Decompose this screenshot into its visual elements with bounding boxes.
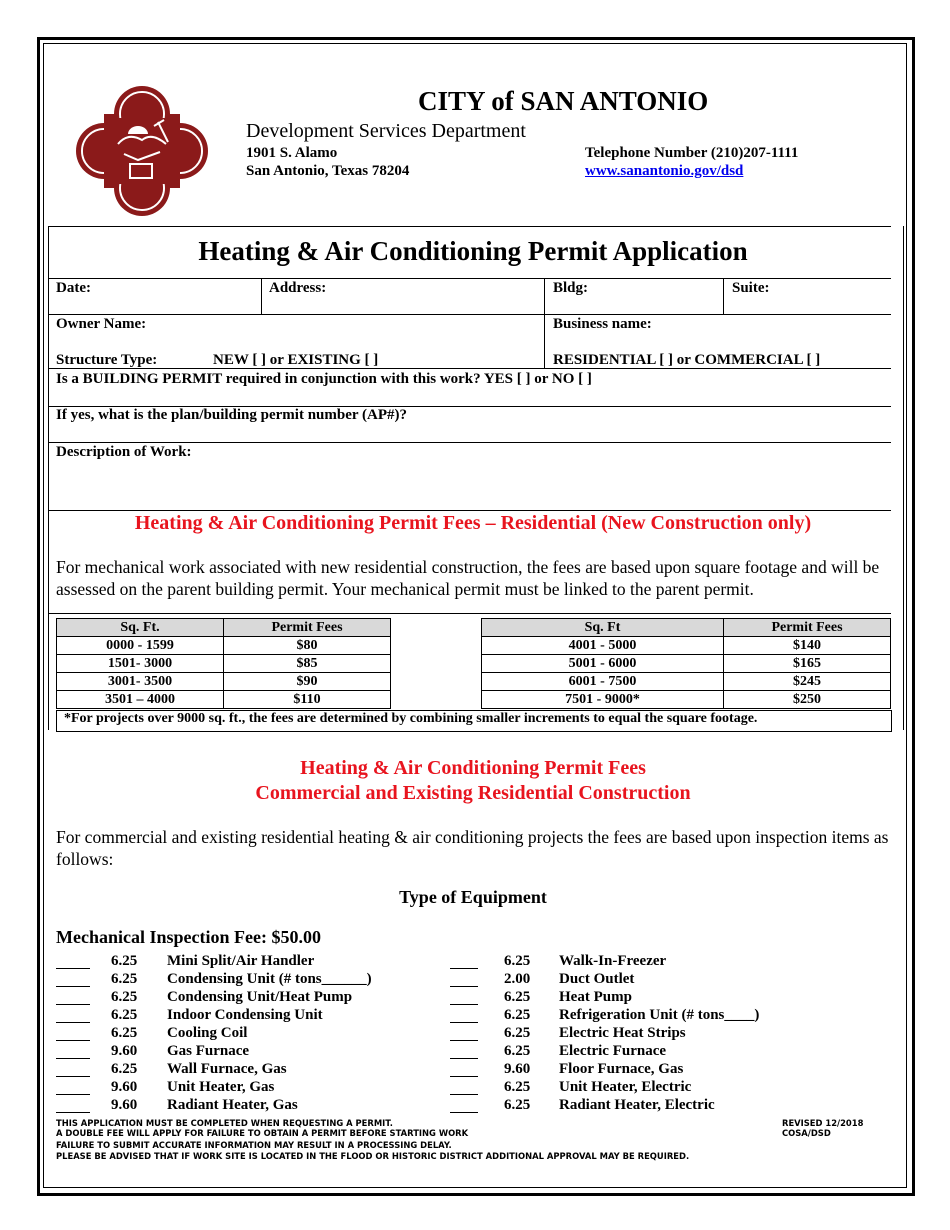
equipment-name: Electric Heat Strips (559, 1025, 686, 1041)
equipment-fee: 6.25 (111, 1061, 138, 1077)
owner-name-input[interactable] (56, 332, 540, 348)
equipment-name: Floor Furnace, Gas (559, 1061, 684, 1077)
date-label: Date: (56, 280, 91, 296)
row-rule (48, 442, 891, 443)
fee-cell: $250 (724, 691, 891, 709)
table-header: Sq. Ft. (57, 619, 224, 637)
suite-label: Suite: (732, 280, 770, 296)
fee-cell: $110 (224, 691, 391, 709)
table-row (57, 655, 391, 673)
org-code: COSA/DSD (782, 1128, 831, 1138)
fee-cell: $80 (224, 637, 391, 655)
table-row (57, 691, 391, 709)
department-name: Development Services Department (246, 120, 526, 142)
equipment-quantity-blank[interactable] (56, 1025, 90, 1041)
equipment-quantity-blank[interactable] (450, 1025, 478, 1041)
col-rule (723, 278, 724, 314)
phone-number: Telephone Number (210)207-1111 (585, 145, 799, 161)
date-input[interactable] (100, 296, 259, 312)
equipment-fee: 6.25 (111, 971, 138, 987)
equipment-quantity-blank[interactable] (56, 953, 90, 969)
website-link[interactable]: www.sanantonio.gov/dsd (585, 163, 744, 179)
sqft-cell: 3001- 3500 (57, 673, 224, 691)
equipment-fee: 6.25 (111, 1025, 138, 1041)
equipment-name: Unit Heater, Gas (167, 1079, 275, 1095)
equipment-name: Wall Furnace, Gas (167, 1061, 287, 1077)
equipment-name: Indoor Condensing Unit (167, 1007, 323, 1023)
footer-notice-1: THIS APPLICATION MUST BE COMPLETED WHEN REQUESTING A PERMIT. (56, 1118, 393, 1128)
equipment-quantity-blank[interactable] (56, 1061, 90, 1077)
equipment-fee: 9.60 (111, 1097, 138, 1113)
equipment-name: Walk-In-Freezer (559, 953, 667, 969)
equipment-name: Condensing Unit (# tons______) (167, 971, 372, 987)
equipment-fee: 6.25 (504, 1079, 531, 1095)
sqft-cell: 3501 – 4000 (57, 691, 224, 709)
commercial-fees-heading-2: Commercial and Existing Residential Construction (255, 782, 691, 804)
residential-fees-paragraph: For mechanical work associated with new residential construction, the fees are based upon square footage and will be assessed on the parent building permit. Your mechanical permit must be linked to the parent permit. (56, 557, 880, 599)
bldg-label: Bldg: (553, 280, 589, 296)
fee-cell: $140 (724, 637, 891, 655)
equipment-quantity-blank[interactable] (56, 1097, 90, 1113)
equipment-quantity-blank[interactable] (450, 1007, 478, 1023)
description-label: Description of Work: (56, 444, 192, 460)
equipment-fee: 6.25 (504, 1043, 531, 1059)
equipment-quantity-blank[interactable] (56, 1079, 90, 1095)
table-row (482, 637, 891, 655)
col-rule (261, 278, 262, 314)
form-left-rule (48, 226, 49, 730)
fee-cell: $85 (224, 655, 391, 673)
equipment-quantity-blank[interactable] (450, 971, 478, 987)
equipment-fee: 6.25 (111, 989, 138, 1005)
equipment-quantity-blank[interactable] (450, 989, 478, 1005)
table-row (482, 691, 891, 709)
table-row (57, 673, 391, 691)
equipment-name: Unit Heater, Electric (559, 1079, 692, 1095)
commercial-fees-paragraph: For commercial and existing residential heating & air conditioning projects the fees are based upon inspection items as follows: (56, 827, 889, 869)
form-top-rule (48, 226, 891, 227)
equipment-quantity-blank[interactable] (450, 1043, 478, 1059)
equipment-name: Cooling Coil (167, 1025, 248, 1041)
equipment-fee: 9.60 (504, 1061, 531, 1077)
row-rule (48, 278, 891, 279)
equipment-quantity-blank[interactable] (450, 953, 478, 969)
row-rule (48, 368, 891, 369)
inspection-fee: Mechanical Inspection Fee: $50.00 (56, 927, 321, 947)
bldg-input[interactable] (553, 296, 722, 312)
plan-number-label: If yes, what is the plan/building permit number (AP#)? (56, 407, 408, 423)
equipment-fee: 6.25 (111, 1007, 138, 1023)
equipment-quantity-blank[interactable] (56, 1043, 90, 1059)
equipment-quantity-blank[interactable] (450, 1097, 478, 1113)
equipment-fee: 6.25 (504, 1097, 531, 1113)
sqft-cell: 1501- 3000 (57, 655, 224, 673)
equipment-title: Type of Equipment (399, 887, 547, 907)
sqft-cell: 6001 - 7500 (482, 673, 724, 691)
equipment-fee: 2.00 (504, 971, 531, 987)
business-name-label: Business name: (553, 316, 652, 332)
equipment-fee: 6.25 (504, 989, 531, 1005)
form-right-rule (903, 226, 904, 730)
fee-cell: $245 (724, 673, 891, 691)
equipment-name: Electric Furnace (559, 1043, 667, 1059)
residential-footnote: *For projects over 9000 sq. ft., the fees are determined by combining smaller increments to equal the square footage. (64, 711, 758, 726)
footer-notice-4: PLEASE BE ADVISED THAT IF WORK SITE IS LOCATED IN THE FLOOD OR HISTORIC DISTRICT ADDITIONAL APPROVAL MAY BE REQUIRED. (56, 1151, 690, 1161)
equipment-quantity-blank[interactable] (56, 971, 90, 987)
equipment-name: Mini Split/Air Handler (167, 953, 315, 969)
table-row (57, 637, 391, 655)
footer-notice-2: A DOUBLE FEE WILL APPLY FOR FAILURE TO OBTAIN A PERMIT BEFORE STARTING WORK (56, 1128, 469, 1138)
business-name-input[interactable] (553, 332, 892, 348)
commercial-fees-heading-1: Heating & Air Conditioning Permit Fees (300, 757, 646, 779)
fee-cell: $90 (224, 673, 391, 691)
residential-fees-heading: Heating & Air Conditioning Permit Fees – Residential (New Construction only) (134, 512, 812, 534)
table-header: Sq. Ft (482, 619, 724, 637)
row-rule (48, 510, 891, 511)
plan-number-input[interactable] (425, 408, 889, 424)
form-title: Heating & Air Conditioning Permit Application (198, 236, 748, 266)
equipment-name: Refrigeration Unit (# tons____) (559, 1007, 760, 1023)
table-row (482, 673, 891, 691)
equipment-fee: 9.60 (111, 1079, 138, 1095)
address-input[interactable] (269, 296, 541, 312)
address-label: Address: (269, 280, 327, 296)
city-seal-logo (74, 84, 210, 218)
equipment-fee: 6.25 (504, 1007, 531, 1023)
suite-input[interactable] (732, 296, 891, 312)
equipment-quantity-blank[interactable] (56, 989, 90, 1005)
equipment-name: Radiant Heater, Electric (559, 1097, 715, 1113)
city-title: CITY of SAN ANTONIO (418, 86, 709, 116)
equipment-fee: 6.25 (504, 953, 531, 969)
row-rule (48, 314, 891, 315)
table-header: Permit Fees (224, 619, 391, 637)
sqft-cell: 7501 - 9000* (482, 691, 724, 709)
address-line-1: 1901 S. Alamo (246, 145, 338, 161)
footer-notice-3: FAILURE TO SUBMIT ACCURATE INFORMATION MAY RESULT IN A PROCESSING DELAY. (56, 1140, 452, 1150)
revised-date: REVISED 12/2018 (782, 1118, 864, 1128)
equipment-name: Radiant Heater, Gas (167, 1097, 298, 1113)
sqft-cell: 5001 - 6000 (482, 655, 724, 673)
equipment-quantity-blank[interactable] (450, 1061, 478, 1077)
table-row (482, 655, 891, 673)
equipment-quantity-blank[interactable] (450, 1079, 478, 1095)
equipment-name: Gas Furnace (167, 1043, 250, 1059)
structure-type-options[interactable]: NEW [ ] or EXISTING [ ] (213, 352, 379, 368)
sqft-cell: 0000 - 1599 (57, 637, 224, 655)
col-rule (544, 278, 545, 368)
equipment-fee: 6.25 (504, 1025, 531, 1041)
equipment-name: Condensing Unit/Heat Pump (167, 989, 353, 1005)
equipment-name: Duct Outlet (559, 971, 635, 987)
equipment-name: Heat Pump (559, 989, 632, 1005)
equipment-quantity-blank[interactable] (56, 1007, 90, 1023)
structure-type-label: Structure Type: (56, 352, 158, 368)
equipment-fee: 6.25 (111, 953, 138, 969)
equipment-fee: 9.60 (111, 1043, 138, 1059)
residential-fee-table-left (56, 618, 391, 709)
fee-cell: $165 (724, 655, 891, 673)
table-header: Permit Fees (724, 619, 891, 637)
residential-fee-table-right (481, 618, 891, 709)
description-input[interactable] (56, 464, 890, 508)
address-line-2: San Antonio, Texas 78204 (246, 163, 410, 179)
owner-name-label: Owner Name: (56, 316, 147, 332)
sqft-cell: 4001 - 5000 (482, 637, 724, 655)
row-rule (48, 613, 891, 614)
occupancy-type-options[interactable]: RESIDENTIAL [ ] or COMMERCIAL [ ] (553, 352, 821, 368)
building-permit-question[interactable]: Is a BUILDING PERMIT required in conjunction with this work? YES [ ] or NO [ ] (56, 371, 592, 387)
